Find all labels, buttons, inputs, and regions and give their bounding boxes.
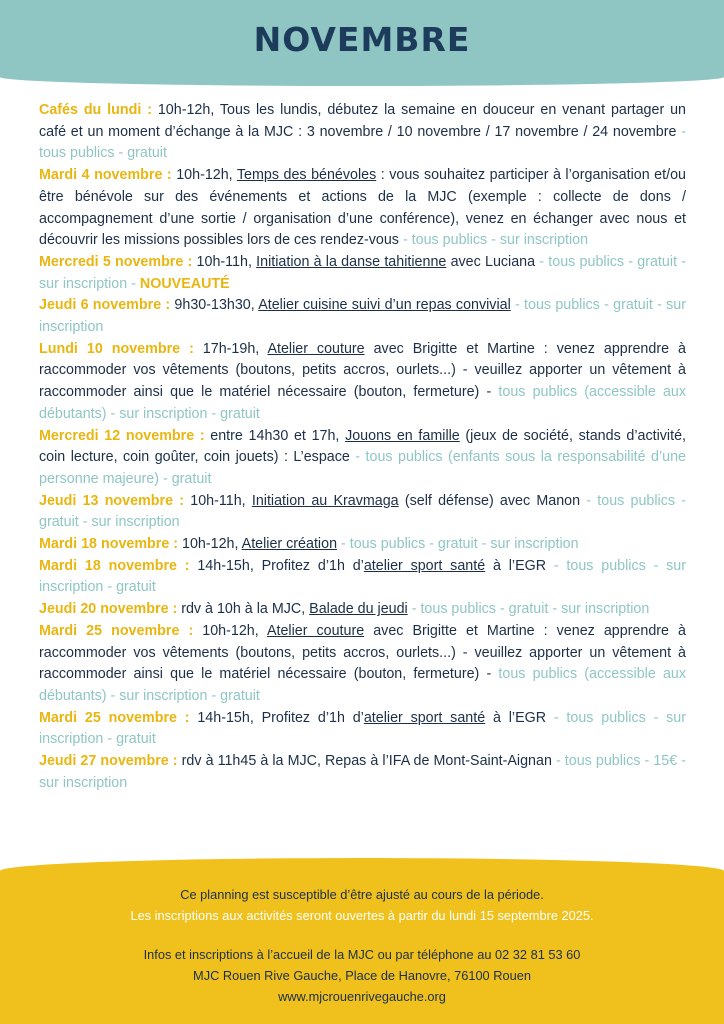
page-title: NOVEMBRE: [253, 20, 471, 59]
event-time: 10h-11h,: [184, 492, 252, 509]
event-item: [39, 426, 686, 491]
event-date: Mardi 4 novembre :: [39, 167, 172, 184]
event-description: : vous souhaitez participer à l’organisation et/ou être bénévole sur des événements et actions de la MJC (exemple : collecte de dons / accompagnement d’une sortie / organisation d’une conférence), venez en échanger avec nous et découvrir les missions possibles lors de ces rendez-vous: [39, 167, 686, 249]
event-tags: tous publics (accessible aux débutants) - sur inscription - gratuit: [39, 384, 686, 422]
event-tags: - tous publics - sur inscription - gratuit: [39, 709, 686, 748]
event-activity: Balade du jeudi: [309, 601, 408, 618]
event-description: avec Brigitte et Martine : venez apprendre à raccommoder vos vêtements (boutons, petits accros, ourlets...) - veuillez apporter un vêtement à raccommoder ainsi que le matériel nécessaire (bouton, fermeture) -: [39, 622, 686, 683]
event-description: avec Brigitte et Martine : venez apprendre à raccommoder vos vêtements (boutons, petits accros, ourlets...) - veuillez apporter un vêtement à raccommoder ainsi que le matériel nécessaire (bouton, fermeture) -: [39, 340, 686, 401]
event-date: Jeudi 27 novembre :: [39, 753, 178, 770]
event-tags: - tous publics - gratuit - sur inscription: [39, 297, 686, 336]
event-tags: - tous publics - gratuit - sur inscription: [39, 492, 687, 531]
event-date: Jeudi 13 novembre :: [39, 492, 185, 509]
event-date: Mardi 18 novembre :: [39, 557, 190, 574]
event-tags: - tous publics - sur inscription - gratuit: [39, 557, 686, 596]
event-tags: - tous publics - 15€ - sur inscription: [39, 753, 687, 791]
event-item: [39, 491, 686, 534]
event-date: Mardi 25 novembre :: [39, 709, 190, 726]
event-item: [39, 165, 686, 252]
event-time: rdv à 10h à la MJC,: [177, 601, 310, 618]
event-activity: Jouons en famille: [345, 427, 460, 444]
contact-line: Infos et inscriptions à l’accueil de la MJC ou par téléphone au 02 32 81 53 60: [143, 947, 581, 962]
event-item: [39, 751, 686, 794]
event-description: avec Luciana: [446, 253, 536, 270]
event-list: [39, 100, 686, 795]
event-item: [39, 621, 686, 708]
event-description: (self défense) avec Manon: [398, 492, 581, 509]
footer-notes: [0, 884, 724, 926]
event-tags: - tous publics (enfants sous la responsabilité d’une personne majeure) - gratuit: [39, 449, 687, 487]
event-date: Mardi 25 novembre :: [39, 622, 194, 639]
event-activity: Atelier couture: [267, 340, 365, 357]
event-date: Jeudi 6 novembre :: [39, 297, 171, 314]
event-item: [39, 708, 686, 751]
event-item: [39, 252, 686, 295]
event-date: Lundi 10 novembre :: [39, 340, 194, 357]
event-description: rdv à 11h45 à la MJC, Repas à l’IFA de Mont-Saint-Aignan: [177, 753, 552, 770]
planning-note: Ce planning est susceptible d’être ajusté au cours de la période.: [180, 887, 544, 902]
event-date: Mercredi 5 novembre :: [39, 253, 193, 270]
event-item: [39, 339, 686, 426]
event-date: Jeudi 20 novembre :: [39, 601, 178, 618]
new-badge: NOUVEAUTÉ: [139, 275, 230, 292]
contact-info: [0, 944, 724, 1007]
header-banner: [0, 0, 724, 86]
event-tags: - tous publics - sur inscription: [398, 232, 589, 249]
event-item: [39, 599, 686, 621]
event-description: à l’EGR: [485, 709, 547, 726]
event-time: entre 14h30 et 17h,: [204, 427, 346, 444]
event-item: [39, 100, 686, 165]
event-activity: Initiation à la danse tahitienne: [256, 253, 447, 270]
event-time: 10h-11h,: [192, 253, 257, 270]
event-description: à l’EGR: [485, 557, 547, 574]
event-time: 9h30-13h30,: [170, 297, 259, 314]
event-tags: - tous publics - gratuit - sur inscription: [407, 601, 650, 618]
event-time: 10h-12h,: [193, 622, 267, 639]
event-description: 10h-12h, Tous les lundis, débutez la semaine en douceur en venant partager un café et un moment d’échange à la MJC : 3 novembre / 10 novembre / 17 novembre / 24 novembre: [39, 102, 687, 140]
event-tags: - tous publics - gratuit: [39, 123, 687, 162]
event-tags: - tous publics - gratuit - sur inscription: [337, 536, 579, 553]
event-item: [39, 295, 686, 338]
website-link[interactable]: www.mjcrouenrivegauche.org: [278, 989, 446, 1004]
event-time: 14h-15h, Profitez d’1h d’: [189, 557, 364, 574]
event-time: 14h-15h, Profitez d’1h d’: [189, 709, 364, 726]
event-activity: atelier sport santé: [363, 557, 486, 574]
event-activity: Temps des bénévoles: [236, 167, 377, 184]
event-time: 17h-19h,: [193, 340, 268, 357]
event-item: [39, 556, 686, 599]
event-activity: Atelier création: [241, 536, 338, 553]
event-description: (jeux de société, stands d’activité, coin lecture, coin goûter, coin jouets) : L’espace: [39, 427, 686, 466]
event-tags: - tous publics - gratuit - sur inscription -: [39, 253, 686, 292]
event-tags: tous publics (accessible aux débutants) - sur inscription - gratuit: [39, 666, 686, 704]
event-activity: atelier sport santé: [363, 709, 486, 726]
event-item: [39, 534, 686, 556]
event-date: Mardi 18 novembre :: [39, 536, 179, 553]
event-activity: Initiation au Kravmaga: [251, 492, 399, 509]
event-time: 10h-12h,: [171, 167, 237, 184]
event-activity: Atelier cuisine suivi d’un repas convivial: [258, 297, 511, 314]
event-date: Mercredi 12 novembre :: [39, 427, 205, 444]
event-time: 10h-12h,: [178, 536, 242, 553]
address: MJC Rouen Rive Gauche, Place de Hanovre, 76100 Rouen: [193, 968, 531, 983]
event-date: Cafés du lundi :: [39, 102, 152, 118]
event-activity: Atelier couture: [266, 622, 365, 639]
registration-note: Les inscriptions aux activités seront ouvertes à partir du lundi 15 septembre 2025.: [130, 908, 594, 923]
